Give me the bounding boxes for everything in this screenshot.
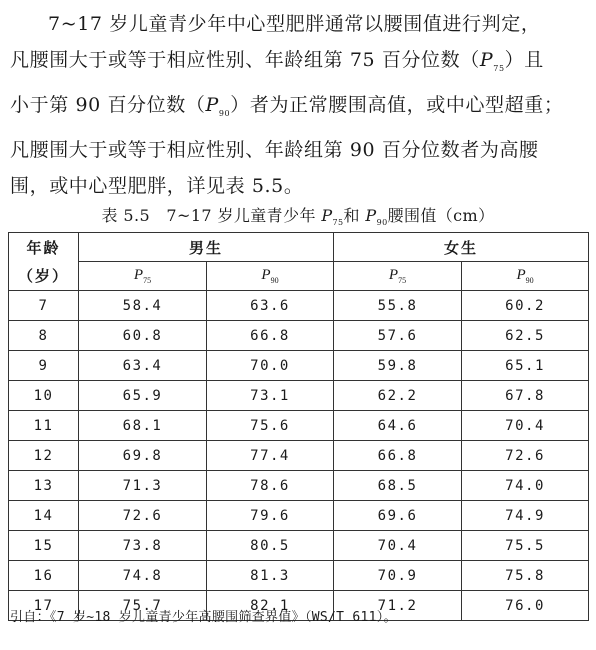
female-p75-cell: 59.8 xyxy=(334,351,462,381)
female-p75-cell: 64.6 xyxy=(334,411,462,441)
table-row xyxy=(9,351,589,381)
waist-circumference-table xyxy=(8,232,589,621)
male-p90-cell: 73.1 xyxy=(207,381,334,411)
female-p90-cell: 60.2 xyxy=(462,291,589,321)
source-citation: 引自：《7 岁~18 岁儿童青少年高腰围筛查界值》（WS/T 611）。 xyxy=(10,610,397,625)
male-p90-cell: 82.1 xyxy=(207,591,334,621)
table-body xyxy=(9,291,589,621)
intro-paragraph xyxy=(10,6,588,204)
age-cell: 17 xyxy=(9,591,79,621)
female-p75-cell: 68.5 xyxy=(334,471,462,501)
table-header-row xyxy=(9,233,589,262)
intro-line-1: 7~17 岁儿童青少年中心型肥胖通常以腰围值进行判定， xyxy=(48,13,541,35)
age-header: 年龄 （岁） xyxy=(9,233,79,291)
female-p90-cell: 70.4 xyxy=(462,411,589,441)
female-p75-cell: 62.2 xyxy=(334,381,462,411)
age-cell: 12 xyxy=(9,441,79,471)
female-p75-cell: 70.4 xyxy=(334,531,462,561)
female-p75-cell: 55.8 xyxy=(334,291,462,321)
female-p75-cell: 57.6 xyxy=(334,321,462,351)
male-p75-cell: 60.8 xyxy=(79,321,207,351)
male-header: 男生 xyxy=(79,233,334,262)
female-p75-cell: 66.8 xyxy=(334,441,462,471)
subheader-male-p75: $P_{75}$ xyxy=(79,262,207,291)
age-cell: 8 xyxy=(9,321,79,351)
male-p75-cell: 69.8 xyxy=(79,441,207,471)
age-cell: 15 xyxy=(9,531,79,561)
female-p75-cell: 71.2 xyxy=(334,591,462,621)
male-p90-cell: 79.6 xyxy=(207,501,334,531)
age-cell: 13 xyxy=(9,471,79,501)
male-p75-cell: 65.9 xyxy=(79,381,207,411)
female-p90-cell: 75.8 xyxy=(462,561,589,591)
table-row xyxy=(9,501,589,531)
subheader-male-p90: $P_{90}$ xyxy=(207,262,334,291)
female-p75-cell: 69.6 xyxy=(334,501,462,531)
male-p90-cell: 80.5 xyxy=(207,531,334,561)
female-p90-cell: 62.5 xyxy=(462,321,589,351)
table-row xyxy=(9,321,589,351)
intro-line-4: 凡腰围大于或等于相应性别、年龄组第 90 百分位数者为高腰 xyxy=(10,138,539,161)
age-cell: 10 xyxy=(9,381,79,411)
female-p90-cell: 65.1 xyxy=(462,351,589,381)
female-p90-cell: 75.5 xyxy=(462,531,589,561)
female-header: 女生 xyxy=(334,233,589,262)
table-row xyxy=(9,471,589,501)
male-p90-cell: 63.6 xyxy=(207,291,334,321)
female-p90-cell: 67.8 xyxy=(462,381,589,411)
male-p90-cell: 75.6 xyxy=(207,411,334,441)
age-cell: 11 xyxy=(9,411,79,441)
table-caption: 表 5.5 7~17 岁儿童青少年 $P_{75}$和 $P_{90}$腰围值（cm） xyxy=(101,206,495,228)
intro-line-3: 小于第 90 百分位数$(P_{90})$者为正常腰围高值，或中心型超重； xyxy=(10,93,564,118)
age-cell: 9 xyxy=(9,351,79,381)
male-p75-cell: 73.8 xyxy=(79,531,207,561)
age-cell: 14 xyxy=(9,501,79,531)
male-p90-cell: 66.8 xyxy=(207,321,334,351)
subheader-female-p90: $P_{90}$ xyxy=(462,262,589,291)
table-row xyxy=(9,561,589,591)
intro-line-5: 围，或中心型肥胖，详见表 5.5。 xyxy=(10,174,304,197)
male-p75-cell: 68.1 xyxy=(79,411,207,441)
male-p75-cell: 58.4 xyxy=(79,291,207,321)
male-p75-cell: 75.7 xyxy=(79,591,207,621)
male-p90-cell: 77.4 xyxy=(207,441,334,471)
intro-line-2: 凡腰围大于或等于相应性别、年龄组第 75 百分位数$(P_{75})$且 xyxy=(10,49,544,73)
table-row xyxy=(9,411,589,441)
male-p90-cell: 70.0 xyxy=(207,351,334,381)
table-subheader-row xyxy=(9,262,589,291)
table-row xyxy=(9,291,589,321)
male-p75-cell: 63.4 xyxy=(79,351,207,381)
female-p90-cell: 72.6 xyxy=(462,441,589,471)
female-p90-cell: 76.0 xyxy=(462,591,589,621)
age-cell: 16 xyxy=(9,561,79,591)
male-p75-cell: 72.6 xyxy=(79,501,207,531)
male-p90-cell: 81.3 xyxy=(207,561,334,591)
female-p90-cell: 74.9 xyxy=(462,501,589,531)
subheader-female-p75: $P_{75}$ xyxy=(334,262,462,291)
female-p75-cell: 70.9 xyxy=(334,561,462,591)
table-row xyxy=(9,381,589,411)
male-p75-cell: 74.8 xyxy=(79,561,207,591)
age-cell: 7 xyxy=(9,291,79,321)
male-p75-cell: 71.3 xyxy=(79,471,207,501)
male-p90-cell: 78.6 xyxy=(207,471,334,501)
female-p90-cell: 74.0 xyxy=(462,471,589,501)
table-row xyxy=(9,441,589,471)
table-row xyxy=(9,531,589,561)
